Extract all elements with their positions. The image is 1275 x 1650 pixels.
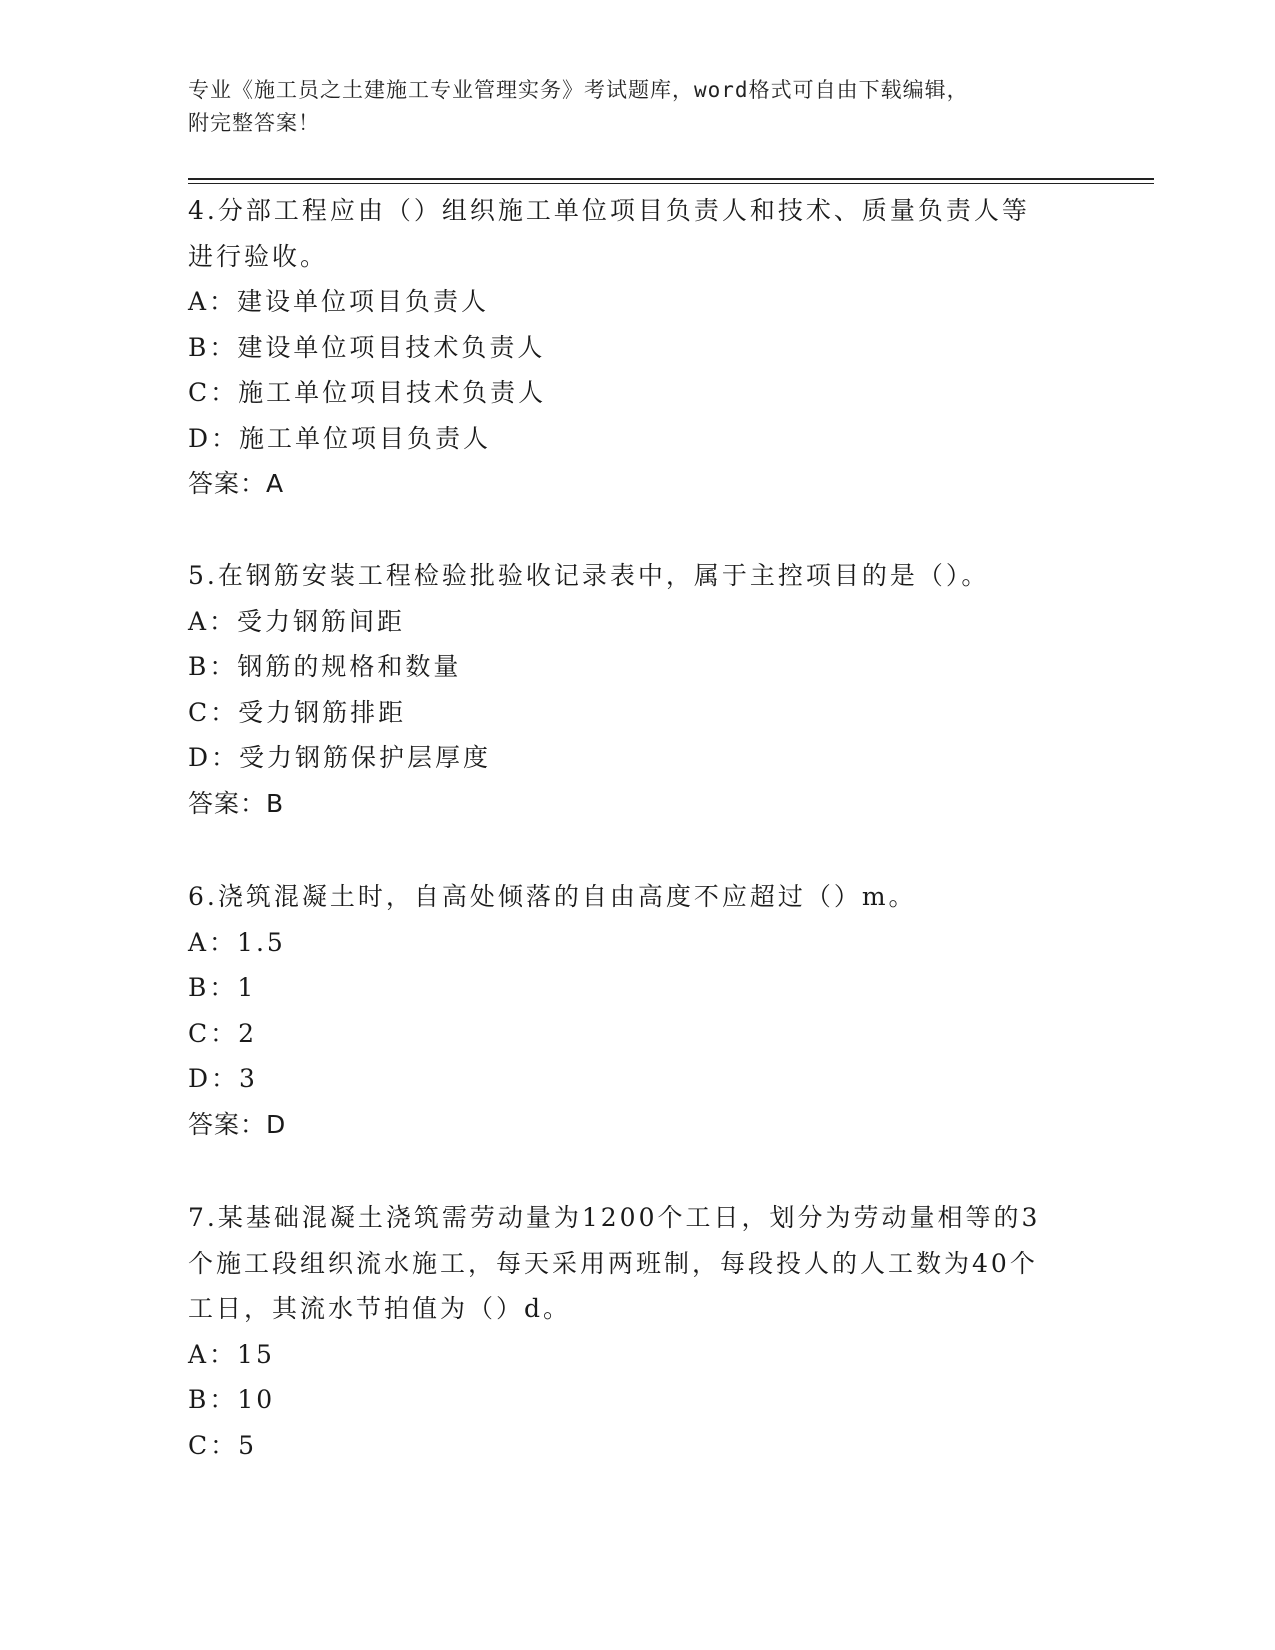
question-6 <box>188 874 1088 1147</box>
document-header <box>188 74 1068 140</box>
option-c: C：5 <box>188 1430 258 1460</box>
question-stem: 7.某基础混凝土浇筑需劳动量为1200个工日，划分为劳动量相等的3 <box>188 1203 1041 1232</box>
question-4 <box>188 188 1088 507</box>
answer-label: 答案：B <box>188 788 285 818</box>
header-divider-thick <box>188 178 1154 180</box>
answer-label: 答案：D <box>188 1109 287 1139</box>
question-stem: 工日，其流水节拍值为（）d。 <box>188 1294 572 1323</box>
question-stem: 5.在钢筋安装工程检验批验收记录表中，属于主控项目的是（）。 <box>188 561 990 590</box>
option-b: B：1 <box>188 973 257 1002</box>
option-b: B：10 <box>188 1385 276 1414</box>
option-a: A：受力钢筋间距 <box>188 606 406 636</box>
header-line-2: 附完整答案！ <box>188 111 320 135</box>
option-c: C：施工单位项目技术负责人 <box>188 378 547 407</box>
option-b: B：建设单位项目技术负责人 <box>188 332 546 362</box>
option-d: D：3 <box>188 1064 258 1093</box>
option-b: B：钢筋的规格和数量 <box>188 652 462 681</box>
question-stem: 进行验收。 <box>188 241 329 271</box>
option-d: D：受力钢筋保护层厚度 <box>188 743 492 772</box>
option-a: A：1.5 <box>188 927 286 957</box>
header-line-1: 专业《施工员之土建施工专业管理实务》考试题库，word格式可自由下载编辑， <box>188 78 969 102</box>
question-5 <box>188 553 1088 826</box>
header-divider-thin <box>188 183 1154 184</box>
question-stem: 6.浇筑混凝土时，自高处倾落的自由高度不应超过（）m。 <box>188 882 917 911</box>
option-c: C：2 <box>188 1018 258 1048</box>
question-stem: 个施工段组织流水施工，每天采用两班制，每段投人的人工数为40个 <box>188 1248 1038 1278</box>
option-c: C：受力钢筋排距 <box>188 697 407 727</box>
answer-label: 答案：A <box>188 469 285 498</box>
question-7 <box>188 1195 1088 1468</box>
question-stem: 4.分部工程应由（）组织施工单位项目负责人和技术、质量负责人等 <box>188 196 1030 225</box>
option-a: A：15 <box>188 1339 275 1369</box>
option-a: A：建设单位项目负责人 <box>188 287 490 316</box>
option-d: D：施工单位项目负责人 <box>188 423 492 453</box>
